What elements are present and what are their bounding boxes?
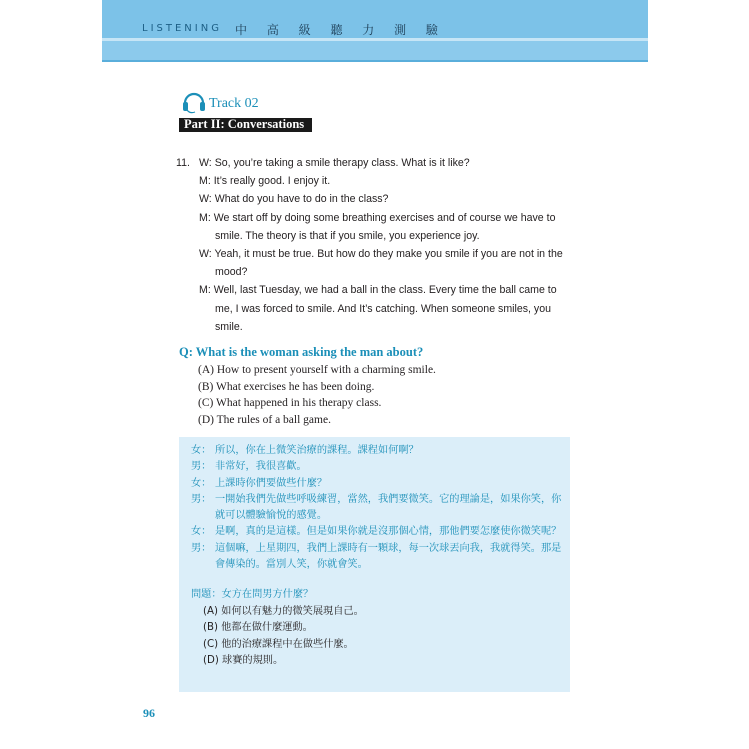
conversation-transcript: [176, 154, 576, 336]
translation-line-text: 一開始我們先做些呼吸練習，當然，我們要微笑。它的理論是，如果你笑，你就可以體驗愉悅的感覺。: [215, 493, 562, 522]
speaker-label: 女：: [191, 526, 212, 538]
speaker-label: 男：: [191, 461, 212, 473]
dialog-line: [176, 209, 576, 245]
speaker-label: M:: [199, 211, 211, 224]
header-bottom-rule: [102, 60, 648, 62]
translation-line-text: 這個嘛，上星期四，我們上課時有一顆球，每一次球丟向我，我就得笑。那是會傳染的。當別人笑，你就會笑。: [215, 542, 562, 571]
headphones-icon: [181, 88, 207, 114]
header-title: 中 高 級 聽 力 測 驗: [235, 23, 446, 37]
speaker-label: W:: [199, 248, 212, 261]
page-header: [102, 0, 648, 62]
question-title: Q: What is the woman asking the man about?: [179, 345, 424, 359]
translation-line-text: 上課時你們要做些什麼？: [215, 477, 328, 489]
dialog-text: We start off by doing some breathing exercises and of course we have to smile. The theory is that if you smile, you experience joy.: [213, 211, 556, 242]
dialog-text: So, you’re taking a smile therapy class. What is it like?: [214, 157, 470, 169]
question-number: 11.: [176, 157, 190, 169]
speaker-label: 男：: [191, 542, 212, 554]
translation-line: [191, 524, 563, 540]
speaker-label: W:: [199, 157, 212, 169]
speaker-label: 女：: [191, 477, 212, 489]
dialog-line: [176, 281, 576, 336]
speaker-label: M:: [199, 284, 211, 297]
translation-box: [179, 437, 570, 692]
speaker-label: M:: [199, 175, 211, 188]
translation-option-a: (A) 如何以有魅力的微笑展現自己。: [203, 605, 364, 617]
dialog-text: Yeah, it must be true. But how do they make you smile if you are not in the mood?: [214, 248, 563, 279]
translation-option-b: (B) 他都在做什麼運動。: [203, 622, 313, 634]
translation-line-text: 是啊，真的是這樣。但是如果你就是沒那個心情，那他們要怎麼使你微笑呢？: [215, 526, 562, 538]
translation-option-d: (D) 球賽的規則。: [203, 655, 284, 667]
translation-line: [191, 541, 563, 574]
dialog-line: [176, 245, 576, 281]
option-a: (A) How to present yourself with a charming smile.: [198, 364, 436, 376]
translation-line-text: 非常好，我很喜歡。: [215, 461, 307, 473]
translation-line-text: 所以，你在上微笑治療的課程。課程如何啊？: [215, 445, 419, 456]
part-heading: [179, 118, 312, 132]
speaker-label: W:: [199, 193, 212, 206]
option-d: (D) The rules of a ball game.: [198, 414, 331, 427]
translation-question: 問題：女方在問男方什麼？: [191, 589, 314, 601]
track-title: Track 02: [209, 96, 259, 111]
page-number: 96: [143, 706, 155, 720]
translation-line: [191, 459, 563, 475]
translation-line: [191, 492, 563, 525]
translation-text: [191, 443, 563, 670]
answer-options: [198, 362, 436, 429]
option-b: (B) What exercises he has been doing.: [198, 380, 375, 393]
dialog-text: What do you have to do in the class?: [214, 193, 389, 206]
translation-line: [191, 443, 563, 459]
dialog-line: [176, 154, 576, 172]
speaker-label: 男：: [191, 493, 212, 505]
option-c: (C) What happened in his therapy class.: [198, 397, 382, 410]
part-heading-text: Part II: Conversations: [184, 117, 305, 131]
dialog-line: [176, 172, 576, 190]
header-divider: [102, 38, 648, 41]
dialog-line: [176, 190, 576, 208]
dialog-text: Well, last Tuesday, we had a ball in the class. Every time the ball came to me, I was forced to smile. And It’s catching. When someone smiles, you smile.: [213, 284, 557, 333]
translation-option-c: (C) 他的治療課程中在做些什麼。: [203, 638, 354, 650]
dialog-text: It’s really good. I enjoy it.: [213, 175, 331, 188]
translation-line: [191, 476, 563, 492]
speaker-label: 女：: [191, 445, 212, 456]
header-label: LISTENING: [142, 23, 222, 34]
